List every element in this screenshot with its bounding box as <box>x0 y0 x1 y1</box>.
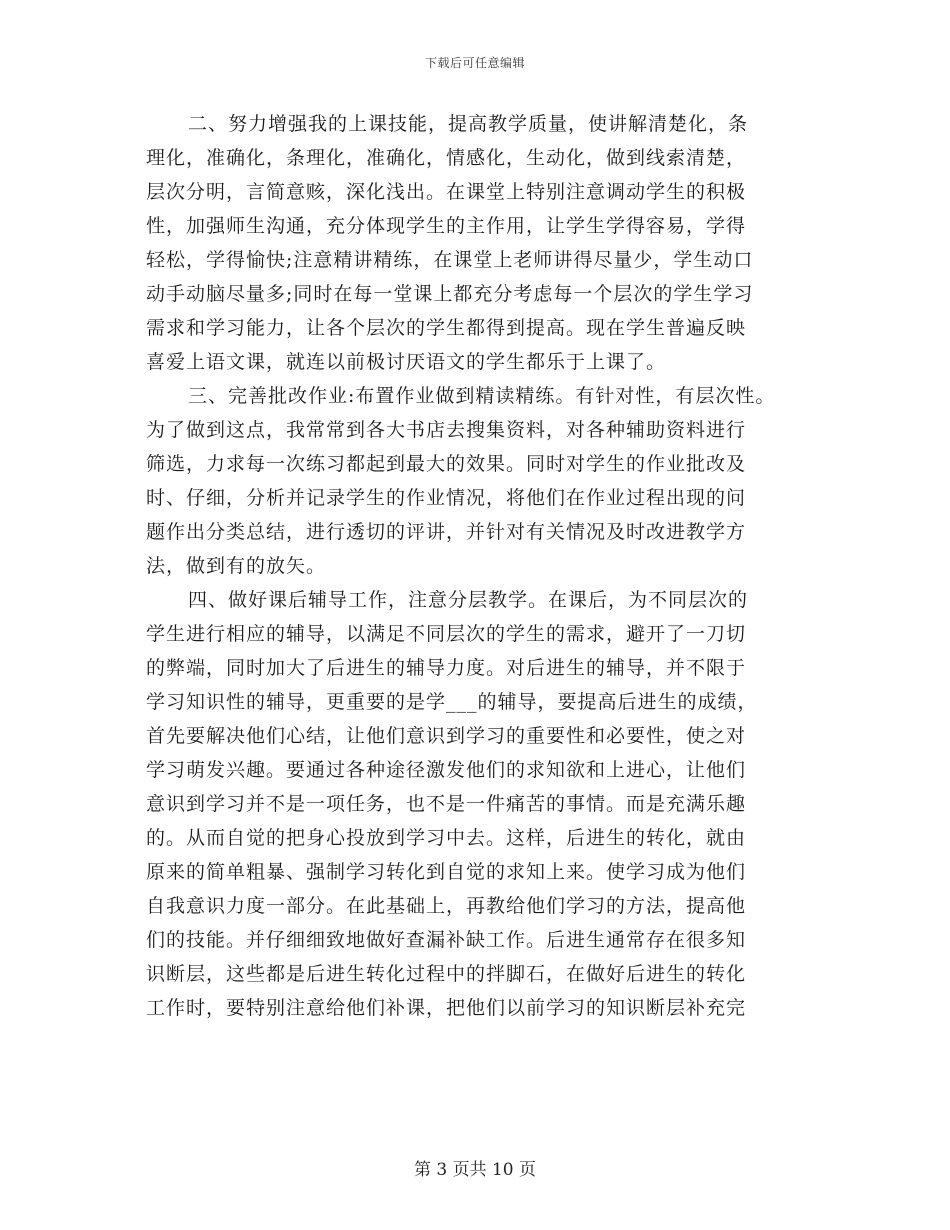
text-line: 的。从而自觉的把身心投放到学习中去。这样，后进生的转化，就由 <box>146 827 747 849</box>
text-line: 二、努力增强我的上课技能，提高教学质量，使讲解清楚化，条 <box>188 113 749 135</box>
text-line: 法，做到有的放矢。 <box>146 555 327 577</box>
text-line: 性，加强师生沟通，充分体现学生的主作用，让学生学得容易，学得 <box>146 215 747 237</box>
text-line: 轻松，学得愉快;注意精讲精练，在课堂上老师讲得尽量少，学生动口 <box>146 249 754 271</box>
text-line: 意识到学习并不是一项任务，也不是一件痛苦的事情。而是充满乐趣 <box>146 793 747 815</box>
text-line: 四、做好课后辅导工作，注意分层教学。在课后，为不同层次的 <box>188 589 749 611</box>
text-line: 工作时，要特别注意给他们补课，把他们以前学习的知识断层补充完 <box>146 997 747 1019</box>
text-line: 的弊端，同时加大了后进生的辅导力度。对后进生的辅导，并不限于 <box>146 657 747 679</box>
text-line: 学习知识性的辅导，更重要的是学___的辅导，要提高后进生的成绩， <box>146 691 758 713</box>
text-line: 筛选，力求每一次练习都起到最大的效果。同时对学生的作业批改及 <box>146 453 747 475</box>
text-line: 理化，准确化，条理化，准确化，情感化，生动化，做到线索清楚， <box>146 147 747 169</box>
text-line: 需求和学习能力，让各个层次的学生都得到提高。现在学生普遍反映 <box>146 317 747 339</box>
page-number: 第 3 页共 10 页 <box>413 1160 537 1180</box>
text-line: 自我意识力度一部分。在此基础上，再教给他们学习的方法，提高他 <box>146 895 747 917</box>
text-line: 动手动脑尽量多;同时在每一堂课上都充分考虑每一个层次的学生学习 <box>146 283 754 305</box>
text-line: 为了做到这点，我常常到各大书店去搜集资料，对各种辅助资料进行 <box>146 419 747 441</box>
page-header-note: 下载后可任意编辑 <box>424 56 525 70</box>
text-line: 原来的简单粗暴、强制学习转化到自觉的求知上来。使学习成为他们 <box>146 861 747 883</box>
text-line: 学生进行相应的辅导，以满足不同层次的学生的需求，避开了一刀切 <box>146 623 747 645</box>
text-line: 首先要解决他们心结，让他们意识到学习的重要性和必要性，使之对 <box>146 725 747 747</box>
text-line: 识断层，这些都是后进生转化过程中的拌脚石，在做好后进生的转化 <box>146 963 747 985</box>
text-line: 层次分明，言简意赅，深化浅出。在课堂上特别注意调动学生的积极 <box>146 181 747 203</box>
text-line: 们的技能。并仔细细致地做好查漏补缺工作。后进生通常存在很多知 <box>146 929 747 951</box>
text-line: 学习萌发兴趣。要通过各种途径激发他们的求知欲和上进心，让他们 <box>146 759 747 781</box>
document-body <box>146 107 826 1025</box>
text-line: 题作出分类总结，进行透切的评讲，并针对有关情况及时改进教学方 <box>146 521 747 543</box>
text-line: 时、仔细，分析并记录学生的作业情况，将他们在作业过程出现的问 <box>146 487 747 509</box>
text-line: 三、完善批改作业:布置作业做到精读精练。有针对性，有层次性。 <box>188 385 776 407</box>
text-line: 喜爱上语文课，就连以前极讨厌语文的学生都乐于上课了。 <box>146 351 667 373</box>
